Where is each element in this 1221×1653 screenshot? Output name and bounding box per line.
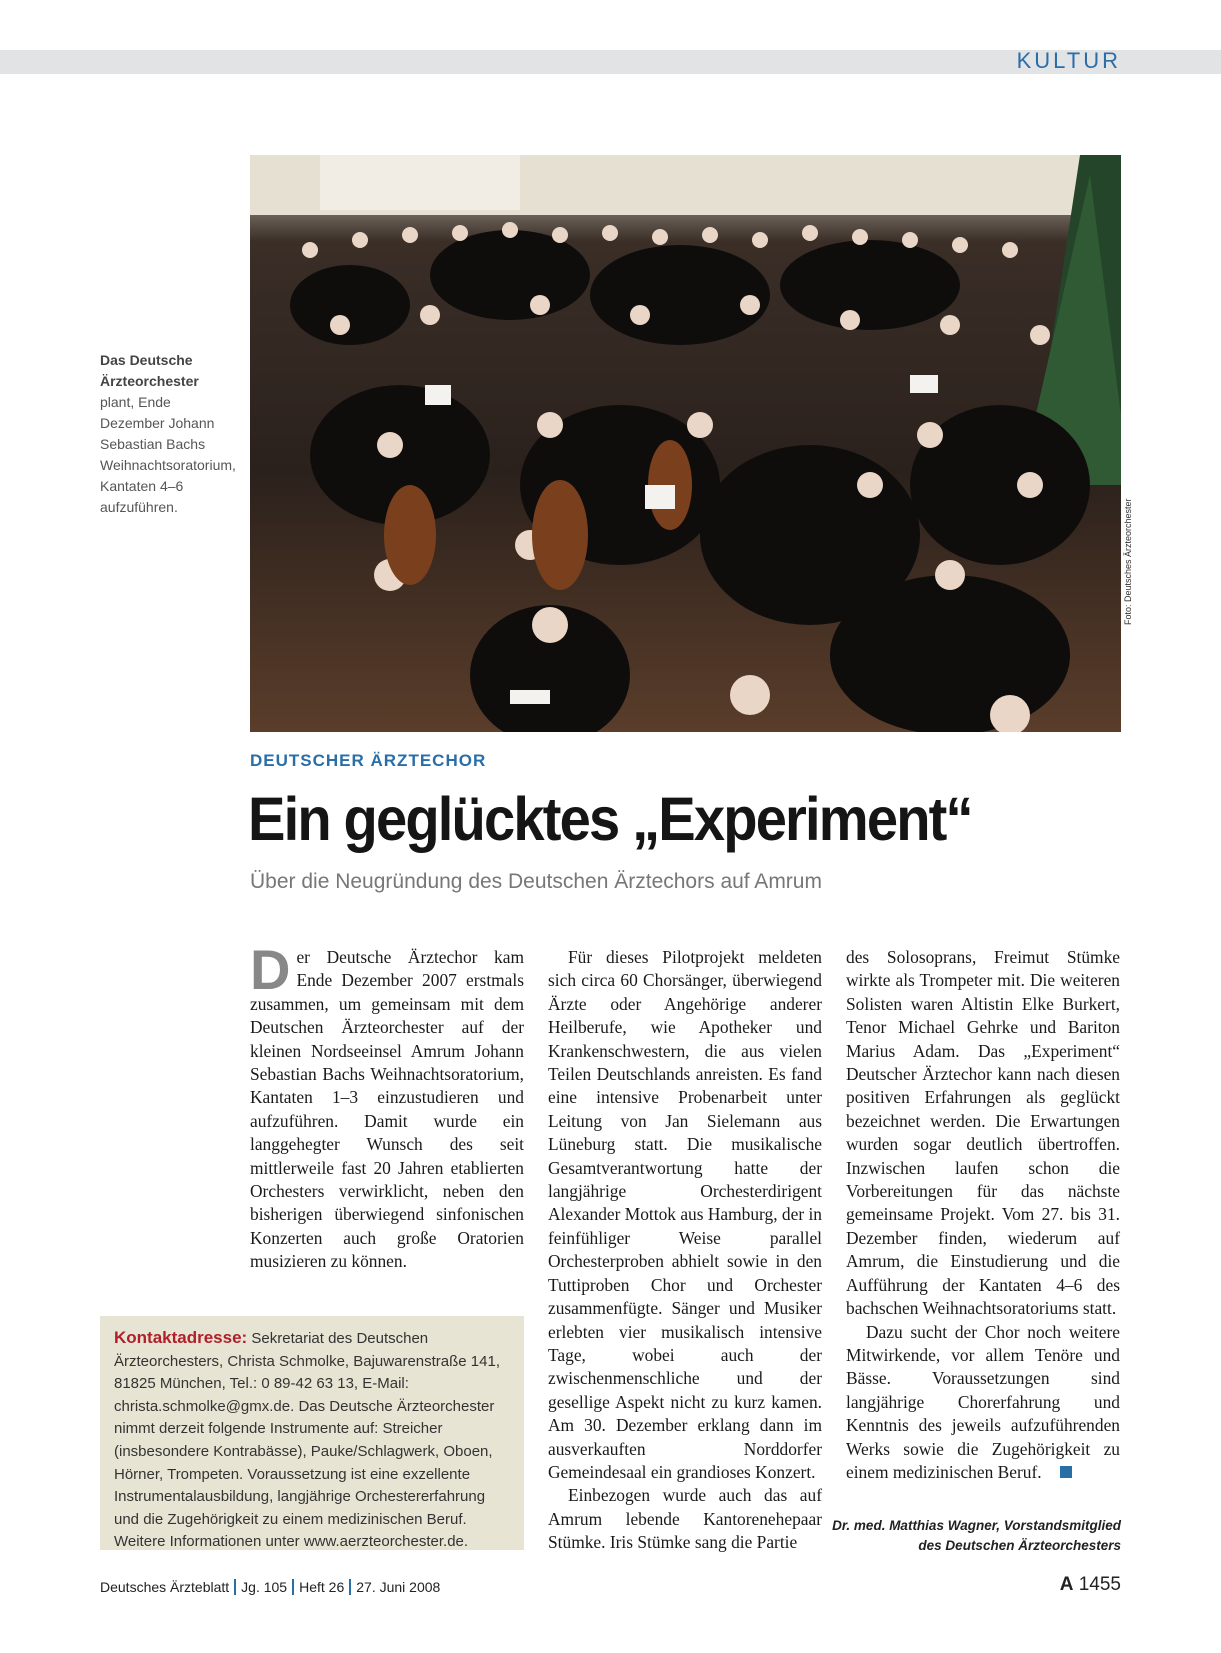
paragraph-text: er Deutsche Ärztechor kam Ende Dezember 2007 erstmals zusammen, um gemeinsam mit dem Deutschen Ärzteorchester auf der kleinen Nordseeinsel Amrum Johann Sebastian Bachs Weihnachtsoratorium, Kantaten 1–3 einzustudieren und aufzuführen. Damit wurde ein langgehegter Wunsch des seit mittlerweile fast 20 Jahren etablierten Orchesters verwirklicht, neben den bisherigen überwiegend sinfonischen Konzerten auch große Oratorien musizieren zu können. bbox=[250, 947, 524, 1272]
photo-credit: Foto: Deutsches Ärzteorchester bbox=[1123, 498, 1133, 625]
footer-separator bbox=[292, 1579, 294, 1595]
page-footer bbox=[100, 1579, 440, 1595]
caption-lead: Das Deutsche Ärzteorchester bbox=[100, 352, 199, 389]
end-mark-icon bbox=[1060, 1466, 1072, 1478]
page-number-value: 1455 bbox=[1078, 1574, 1121, 1595]
contact-box bbox=[100, 1316, 524, 1550]
paragraph bbox=[250, 938, 524, 1274]
article-title: Ein geglücktes „Experiment“ bbox=[248, 785, 972, 853]
drop-cap: D bbox=[250, 938, 291, 1001]
article-column-3 bbox=[846, 946, 1120, 1484]
journal-issue: Heft 26 bbox=[299, 1579, 345, 1595]
article-subtitle: Über die Neugründung des Deutschen Ärztechors auf Amrum bbox=[250, 870, 822, 893]
photo-caption bbox=[100, 350, 236, 518]
page-number bbox=[1060, 1574, 1121, 1596]
author-byline bbox=[832, 1516, 1121, 1556]
section-label: KULTUR bbox=[1016, 48, 1121, 73]
footer-separator bbox=[349, 1579, 351, 1595]
journal-name: Deutsches Ärzteblatt bbox=[100, 1579, 230, 1595]
paragraph-text: Dazu sucht der Chor noch weitere Mitwirkende, vor allem Tenöre und Bässe. Voraussetzungen sind langjährige Chorerfahrung und Kenntnis des jeweils aufzuführenden Werks sowie die Zugehörigkeit zu einem medizinischen Beruf. bbox=[846, 1321, 1120, 1482]
journal-date: 27. Juni 2008 bbox=[356, 1579, 441, 1595]
contact-label: Kontaktadresse: bbox=[114, 1328, 248, 1347]
article-column-1 bbox=[250, 938, 524, 1274]
author-line: des Deutschen Ärzteorchesters bbox=[918, 1538, 1121, 1553]
page-prefix: A bbox=[1059, 1574, 1074, 1595]
article-kicker: DEUTSCHER ÄRZTECHOR bbox=[250, 751, 487, 770]
orchestra-photo bbox=[250, 155, 1121, 732]
author-line: Dr. med. Matthias Wagner, Vorstandsmitglied bbox=[832, 1518, 1121, 1533]
contact-text: Sekretariat des Deutschen Ärzteorchesters, Christa Schmolke, Bajuwarenstraße 141, 81825 München, Tel.: 0 89-42 63 13, E-Mail: christa.schmolke@gmx.de. Das Deutsche Ärzteorchester nimmt derzeit folgende Instrumente auf: Streicher (insbesondere Kontrabässe), Pauke/Schlagwerk, Oboen, Hörner, Trompeten. Voraussetzung ist eine exzellente Instrumentalausbildung, langjährige Orchestererfahrung und die Zugehörigkeit zu einem medizinischen Beruf. Weitere Informationen unter www.aerzteorchester.de. bbox=[114, 1330, 500, 1551]
footer-separator bbox=[234, 1579, 236, 1595]
paragraph: Einbezogen wurde auch das auf Amrum lebende Kantorenehepaar Stümke. Iris Stümke sang die Partie bbox=[548, 1485, 822, 1553]
article-column-2 bbox=[548, 946, 822, 1555]
paragraph bbox=[846, 1321, 1120, 1485]
paragraph: Für dieses Pilotprojekt meldeten sich circa 60 Chorsänger, überwiegend Ärzte oder Angehörige anderer Heilberufe, wie Apotheker und Krankenschwestern, die aus vielen Teilen Deutschlands anreisten. Es fand eine intensive Probenarbeit unter Leitung von Jan Sielemann aus Lüneburg statt. Die musikalische Gesamtverantwortung hatte der langjährige Orchesterdirigent Alexander Mottok aus Hamburg, der in feinfühliger Weise parallel Orchesterproben abhielt sowie in den Tuttiproben Chor und Orchester zusammenfügte. Sänger und Musiker erlebten vier musikalisch intensive Tage, wobei auch der zwischenmenschliche und der gesellige Aspekt nicht zu kurz kamen. Am 30. Dezember erklang dann im ausverkauften Norddorfer Gemeindesaal ein grandioses Konzert. bbox=[548, 947, 823, 1482]
journal-volume: Jg. 105 bbox=[241, 1579, 288, 1595]
paragraph: des Solosoprans, Freimut Stümke wirkte als Trompeter mit. Die weiteren Solisten waren Altistin Elke Burkert, Tenor Michael Gehrke und Bariton Marius Adam. Das „Experiment“ Deutscher Ärztechor kann nach diesen positiven Erfahrungen als geglückt bezeichnet werden. Die Erwartungen wurden sogar deutlich übertroffen. Inzwischen laufen schon die Vorbereitungen für das nächste gemeinsame Projekt. Vom 27. bis 31. Dezember finden, wiederum auf Amrum, die Einstudierung und die Aufführung der Kantaten 4–6 des bachschen Weihnachtsoratoriums statt. bbox=[846, 947, 1120, 1319]
caption-text: plant, Ende Dezember Johann Sebastian Bachs Weihnachtsoratorium, Kantaten 4–6 aufzuführen. bbox=[100, 394, 236, 515]
